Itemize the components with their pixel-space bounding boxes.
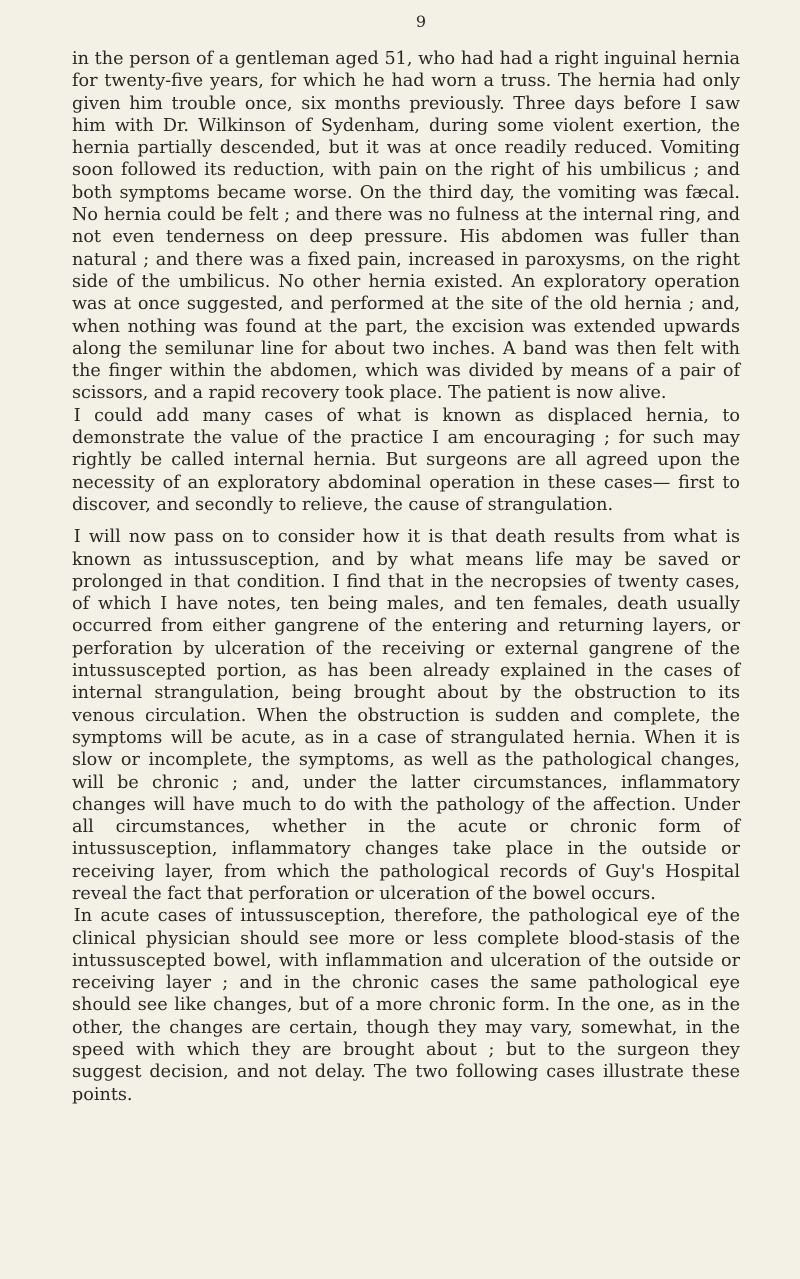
body-text [72,48,740,1106]
paragraph-hernia-case: in the person of a gentleman aged 51, who had had a right inguinal hernia for twenty-five years, for which he had worn a truss. The hernia had only given him trouble once, six months previously. Three days before I saw him with Dr. Wilkinson of Sydenham, during some violent exertion, the hernia partially descended, but it was at once readily reduced. Vomiting soon followed its reduction, with pain on the right of his umbilicus ; and both symptoms became worse. On the third day, the vomiting was fæcal. No hernia could be felt ; and there was no fulness at the internal ring, and not even tenderness on deep pressure. His abdomen was fuller than natural ; and there was a fixed pain, increased in paroxysms, on the right side of the umbilicus. No other hernia existed. An exploratory operation was at once suggested, and performed at the site of the old hernia ; and, when nothing was found at the part, the excision was extended upwards along the semilunar line for about two inches. A band was then felt with the finger within the abdomen, which was divided by means of a pair of scissors, and a rapid recovery took place. The patient is now alive. [72,49,740,404]
paragraph-intussusception: I will now pass on to consider how it is that death results from what is known as intussusception, and by what means life may be saved or prolonged in that condition. I find that in the necropsies of twenty cases, of which I have notes, ten being males, and ten females, death usually occurred from either gangrene of the entering and returning layers, or perforation by ulceration of the receiving or external gangrene of the intussuscepted portion, as has been already explained in the cases of internal strangulation, being brought about by the obstruction to its venous circulation. When the obstruction is sudden and complete, the symptoms will be acute, as in a case of strangulated hernia. When it is slow or incomplete, the symptoms, as well as the pathological changes, will be chronic ; and, under the latter circumstances, inflammatory changes will have much to do with the pathology of the affection. Under all circumstances, whether in the acute or chronic form of intussusception, inflammatory changes take place in the outside or receiving layer, from which the pathological records of Guy's Hospital reveal the fact that perforation or ulceration of the bowel occurs. [72,527,740,904]
paragraph-displaced-hernia: I could add many cases of what is known as displaced hernia, to demonstrate the value of the practice I am encouraging ; for such may rightly be called internal hernia. But surgeons are all agreed upon the necessity of an exploratory abdominal operation in these cases— first to discover, and secondly to relieve, the cause of strangulation. [72,405,740,515]
page-number: 9 [415,12,427,31]
paragraph-acute-cases: In acute cases of intussusception, therefore, the pathological eye of the clinical physician should see more or less complete blood-stasis of the intussuscepted bowel, with inflammation and ulceration of the outside or receiving layer ; and in the chronic cases the same pathological eye should see like changes, but of a more chronic form. In the one, as in the other, the changes are certain, though they may vary, somewhat, in the speed with which they are brought about ; but to the surgeon they suggest decision, and not delay. The two following cases illustrate these points. [72,906,740,1105]
